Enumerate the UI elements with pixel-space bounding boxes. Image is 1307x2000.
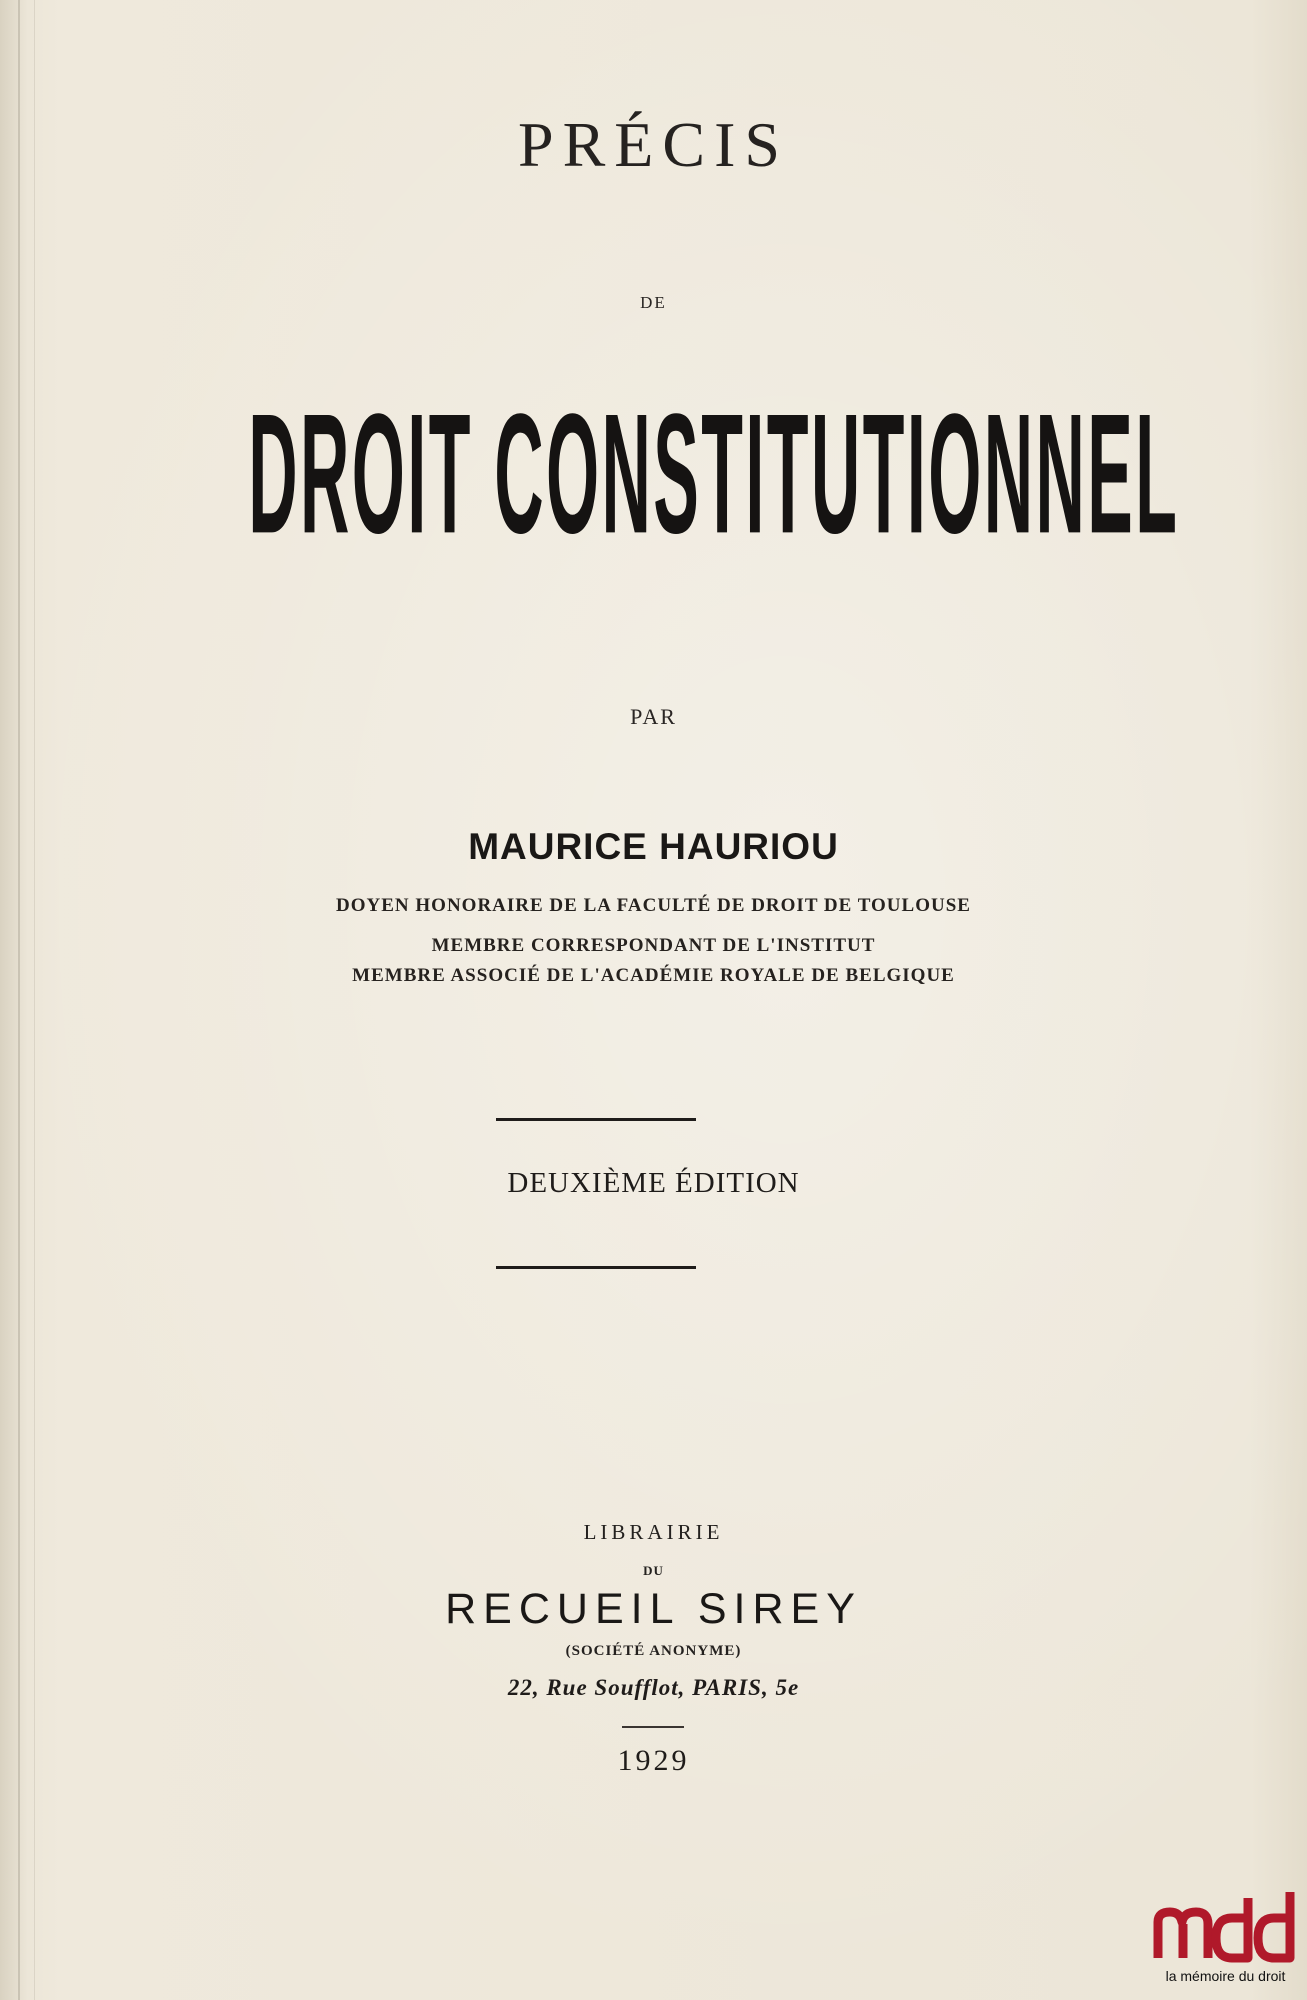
divider-rule-year xyxy=(622,1726,684,1728)
mdd-logo-icon xyxy=(1152,1888,1302,1966)
title-precis: PRÉCIS xyxy=(518,109,789,180)
logo-caption: la mémoire du droit xyxy=(1165,1968,1286,1984)
edition-label: DEUXIÈME ÉDITION xyxy=(507,1167,800,1199)
publication-year: 1929 xyxy=(617,1744,690,1777)
author-title-3: MEMBRE ASSOCIÉ DE L'ACADÉMIE ROYALE DE BELGIQUE xyxy=(352,965,955,986)
main-title xyxy=(248,378,1180,570)
main-title-text: DROIT CONSTITUTIONNEL xyxy=(248,378,1180,570)
publisher-line-du: DU xyxy=(643,1563,664,1578)
divider-rule-bottom xyxy=(496,1266,696,1269)
divider-rule-top xyxy=(496,1118,696,1121)
author-title-1: DOYEN HONORAIRE DE LA FACULTÉ DE DROIT DE TOULOUSE xyxy=(336,895,971,916)
title-connector: DE xyxy=(640,293,667,312)
by-label: PAR xyxy=(630,704,677,729)
publisher-type: (SOCIÉTÉ ANONYME) xyxy=(565,1643,742,1659)
publisher-address: 22, Rue Soufflot, PARIS, 5e xyxy=(507,1675,800,1700)
author-title-2: MEMBRE CORRESPONDANT DE L'INSTITUT xyxy=(431,935,876,956)
author-name: MAURICE HAURIOU xyxy=(468,826,839,867)
publisher-name: RECUEIL SIREY xyxy=(445,1585,862,1633)
publisher-line-librairie: LIBRAIRIE xyxy=(583,1520,724,1544)
mdd-logo xyxy=(1144,1888,1304,1996)
